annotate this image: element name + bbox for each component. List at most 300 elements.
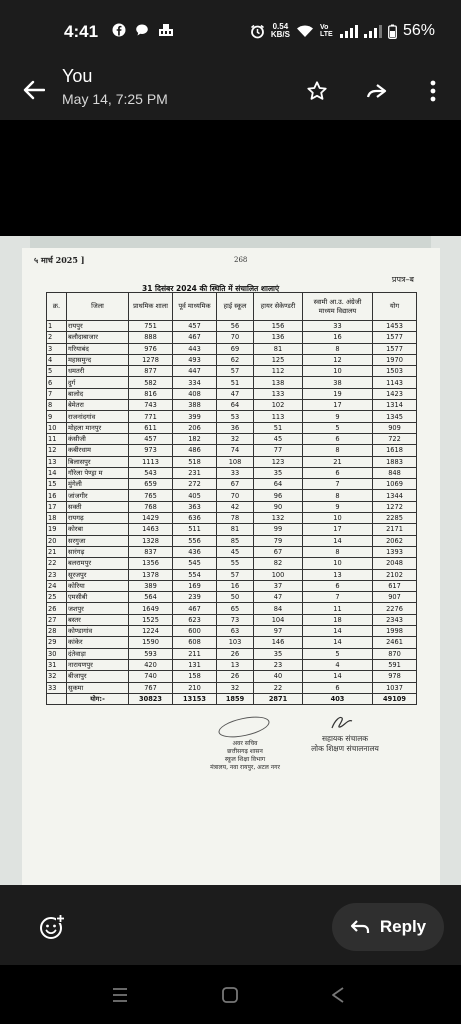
col-header: हायर सेकेण्डरी	[254, 293, 303, 321]
table-row	[47, 546, 417, 557]
table-cell: 74	[217, 445, 254, 456]
home-button[interactable]	[218, 983, 242, 1007]
table-cell: 28	[47, 626, 67, 637]
table-cell: 65	[217, 603, 254, 614]
table-cell: 99	[254, 524, 303, 535]
table-cell: 9	[47, 411, 67, 422]
signature-line: सह‍ायक संचालक	[321, 734, 369, 743]
table-cell: 132	[254, 513, 303, 524]
app-header	[0, 62, 461, 120]
table-cell: 15	[47, 479, 67, 490]
table-cell: 42	[217, 501, 254, 512]
form-reference: प्रपत्र–ब	[391, 275, 414, 284]
table-cell: 18	[303, 614, 373, 625]
table-cell: 1328	[129, 535, 173, 546]
table-cell: 518	[173, 456, 217, 467]
table-cell: 13	[47, 456, 67, 467]
table-cell: मुंगेली	[67, 479, 129, 490]
table-cell: 388	[173, 400, 217, 411]
add-reaction-button[interactable]	[36, 911, 68, 943]
table-cell: 37	[254, 580, 303, 591]
col-header: योग	[373, 293, 417, 321]
table-row	[47, 558, 417, 569]
table-cell: 38	[303, 377, 373, 388]
table-cell: 4	[47, 354, 67, 365]
table-cell: 611	[129, 422, 173, 433]
table-cell: 50	[217, 592, 254, 603]
table-cell: 17	[47, 501, 67, 512]
table-cell: 837	[129, 546, 173, 557]
table-cell: 1649	[129, 603, 173, 614]
table-cell: 19	[47, 524, 67, 535]
table-cell: 22	[47, 558, 67, 569]
table-cell: 67	[254, 546, 303, 557]
table-cell: 104	[254, 614, 303, 625]
table-cell: 334	[173, 377, 217, 388]
table-total-row	[47, 693, 417, 704]
table-cell: 888	[129, 332, 173, 343]
gazette-date: ५ मार्च 2025 ]	[34, 255, 85, 265]
table-cell: 8	[303, 490, 373, 501]
table-cell: 608	[173, 637, 217, 648]
col-header: स्वामी आ.उ. अंग्रेजी माध्यम विद्यालय	[303, 293, 373, 321]
table-cell: दंतेवाड़ा	[67, 648, 129, 659]
status-time: 4:41	[64, 22, 99, 41]
network-speed	[271, 23, 290, 39]
table-cell: 511	[173, 524, 217, 535]
table-cell: 45	[217, 546, 254, 557]
table-cell: 1577	[373, 332, 417, 343]
table-cell: 10	[303, 558, 373, 569]
table-total-cell: योग:-	[67, 693, 129, 704]
table-cell: 90	[254, 501, 303, 512]
table-cell: 82	[254, 558, 303, 569]
table-cell: 45	[254, 433, 303, 444]
handwritten-signature	[328, 714, 356, 732]
table-cell: 1345	[373, 411, 417, 422]
table-cell: 13	[303, 569, 373, 580]
table-cell: सारंगढ़	[67, 546, 129, 557]
table-cell: 231	[173, 467, 217, 478]
table-cell: 1113	[129, 456, 173, 467]
table-row	[47, 580, 417, 591]
signature-line: मंत्रालय, नवा रायपुर, अटल नगर	[210, 764, 280, 771]
notification-icons	[112, 23, 174, 37]
alarm-icon	[250, 24, 265, 39]
table-cell: 5	[303, 422, 373, 433]
table-row	[47, 332, 417, 343]
message-datetime: May 14, 7:25 PM	[62, 91, 168, 107]
table-cell: 1453	[373, 321, 417, 332]
table-cell: 2461	[373, 637, 417, 648]
table-cell: 1883	[373, 456, 417, 467]
recents-icon	[111, 987, 129, 1003]
table-cell: 12	[303, 354, 373, 365]
table-total-cell: 13153	[173, 693, 217, 704]
table-cell: 5	[47, 366, 67, 377]
table-row	[47, 377, 417, 388]
col-header: हाई स्कूल	[217, 293, 254, 321]
table-cell: 2171	[373, 524, 417, 535]
table-cell: 16	[303, 332, 373, 343]
table-cell: 1577	[373, 343, 417, 354]
table-cell: 740	[129, 671, 173, 682]
table-cell: 6	[303, 433, 373, 444]
table-cell: 131	[173, 659, 217, 670]
table-cell: कबीरधाम	[67, 445, 129, 456]
table-cell: 26	[217, 648, 254, 659]
table-cell: सक्ती	[67, 501, 129, 512]
table-cell: 765	[129, 490, 173, 501]
table-row	[47, 422, 417, 433]
speed-unit: KB/S	[270, 30, 290, 39]
table-row	[47, 524, 417, 535]
table-cell: 545	[173, 558, 217, 569]
facebook-icon	[112, 23, 126, 37]
status-bar	[0, 0, 461, 62]
table-cell: 768	[129, 501, 173, 512]
table-cell: 2276	[373, 603, 417, 614]
system-icons	[250, 22, 435, 40]
table-cell: 1463	[129, 524, 173, 535]
table-row	[47, 659, 417, 670]
table-cell: 182	[173, 433, 217, 444]
table-cell: 26	[217, 671, 254, 682]
table-cell: जशपुर	[67, 603, 129, 614]
table-cell: 1224	[129, 626, 173, 637]
table-cell: 63	[217, 626, 254, 637]
table-cell: 877	[129, 366, 173, 377]
table-cell: 57	[217, 366, 254, 377]
table-cell	[47, 693, 67, 704]
table-cell: कोरिया	[67, 580, 129, 591]
table-cell: 12	[47, 445, 67, 456]
table-cell: 53	[217, 411, 254, 422]
table-cell: 11	[303, 603, 373, 614]
chat-bubble-icon	[135, 23, 149, 37]
table-cell: 17	[303, 524, 373, 535]
table-cell: कोरबा	[67, 524, 129, 535]
table-cell: 6	[303, 580, 373, 591]
table-cell: 64	[217, 400, 254, 411]
table-cell: 62	[217, 354, 254, 365]
table-cell: 593	[129, 648, 173, 659]
media-viewer[interactable]	[0, 120, 461, 885]
table-row	[47, 535, 417, 546]
table-cell: 77	[254, 445, 303, 456]
table-cell: 600	[173, 626, 217, 637]
table-cell: महासमुन्द	[67, 354, 129, 365]
table-cell: 10	[303, 513, 373, 524]
table-cell: धमतरी	[67, 366, 129, 377]
table-row	[47, 411, 417, 422]
table-cell: 5	[303, 648, 373, 659]
table-row	[47, 490, 417, 501]
table-row	[47, 501, 417, 512]
table-cell: 722	[373, 433, 417, 444]
table-cell: 1525	[129, 614, 173, 625]
table-cell: 436	[173, 546, 217, 557]
table-cell: 32	[217, 433, 254, 444]
table-cell: 55	[217, 558, 254, 569]
reply-button[interactable]	[332, 903, 444, 951]
table-row	[47, 614, 417, 625]
table-cell: 405	[173, 490, 217, 501]
table-cell: 14	[303, 637, 373, 648]
reply-label: Reply	[379, 917, 427, 936]
table-cell: 103	[217, 637, 254, 648]
table-cell: 848	[373, 467, 417, 478]
table-cell: 35	[254, 467, 303, 478]
table-cell: 97	[254, 626, 303, 637]
table-cell: 24	[47, 580, 67, 591]
table-cell: बीजापुर	[67, 671, 129, 682]
table-cell: 751	[129, 321, 173, 332]
table-cell: 56	[217, 321, 254, 332]
table-cell: 9	[303, 411, 373, 422]
signal-icon-2	[364, 25, 382, 38]
table-cell: 1069	[373, 479, 417, 490]
table-cell: 210	[173, 682, 217, 693]
table-cell: जांजगीर	[67, 490, 129, 501]
table-cell: 70	[217, 490, 254, 501]
col-header: क्र.	[47, 293, 67, 321]
signature-right	[290, 734, 400, 754]
table-cell: 1618	[373, 445, 417, 456]
sender-name: You	[62, 66, 93, 86]
home-icon	[221, 986, 239, 1004]
table-cell: 32	[217, 682, 254, 693]
col-header: प्राथमिक शाला	[129, 293, 173, 321]
table-cell: 102	[254, 400, 303, 411]
table-cell: 1393	[373, 546, 417, 557]
table-cell: 1378	[129, 569, 173, 580]
table-cell: 636	[173, 513, 217, 524]
table-cell: 211	[173, 648, 217, 659]
table-cell: 399	[173, 411, 217, 422]
table-cell: 51	[217, 377, 254, 388]
table-cell: 108	[217, 456, 254, 467]
volte-label: Vo LTE	[319, 24, 333, 38]
more-options-button[interactable]	[416, 74, 450, 108]
table-row	[47, 648, 417, 659]
table-cell: 69	[217, 343, 254, 354]
table-cell: 2343	[373, 614, 417, 625]
signature-line: लोक शिक्षण संचालनालय	[311, 744, 379, 753]
table-cell: 617	[373, 580, 417, 591]
table-cell: 8	[303, 445, 373, 456]
table-row	[47, 637, 417, 648]
table-row	[47, 569, 417, 580]
table-cell: 3	[47, 343, 67, 354]
table-cell: 9	[303, 501, 373, 512]
table-cell: कोण्डागांव	[67, 626, 129, 637]
reply-arrow-icon	[350, 919, 370, 935]
table-cell: 81	[217, 524, 254, 535]
back-button[interactable]	[16, 72, 52, 108]
table-cell: 909	[373, 422, 417, 433]
table-cell: 136	[254, 332, 303, 343]
table-cell: 85	[217, 535, 254, 546]
table-cell: 2	[47, 332, 67, 343]
table-row	[47, 682, 417, 693]
table-cell: 47	[217, 388, 254, 399]
table-cell: 21	[47, 546, 67, 557]
table-cell: 978	[373, 671, 417, 682]
table-cell: बेमेतरा	[67, 400, 129, 411]
table-cell: 623	[173, 614, 217, 625]
signal-icon-1	[340, 25, 358, 38]
table-cell: 556	[173, 535, 217, 546]
table-cell: गौरेला पेण्ड्रा म	[67, 467, 129, 478]
table-cell: 78	[217, 513, 254, 524]
signature-line: अवर सचिव	[232, 740, 258, 747]
page-number: 268	[234, 256, 248, 264]
table-cell: 457	[173, 321, 217, 332]
table-cell: 16	[217, 580, 254, 591]
table-cell: 467	[173, 603, 217, 614]
stamp-mark	[217, 713, 272, 741]
table-cell: 31	[47, 659, 67, 670]
table-cell: 156	[254, 321, 303, 332]
wifi-icon	[296, 24, 314, 38]
table-cell: 6	[303, 467, 373, 478]
table-cell: 138	[254, 377, 303, 388]
news-icon	[158, 23, 174, 37]
signature-line: छत्तीसगढ़ शासन	[227, 748, 263, 755]
table-cell: 125	[254, 354, 303, 365]
table-cell: 870	[373, 648, 417, 659]
forward-arrows-icon	[364, 81, 390, 101]
table-cell: 40	[254, 671, 303, 682]
schools-table	[46, 292, 417, 705]
table-cell: 591	[373, 659, 417, 670]
table-cell: 8	[47, 400, 67, 411]
table-cell: 27	[47, 614, 67, 625]
table-row	[47, 513, 417, 524]
table-row	[47, 354, 417, 365]
more-vert-icon	[430, 80, 436, 102]
table-total-cell: 49109	[373, 693, 417, 704]
table-cell: 8	[303, 546, 373, 557]
system-navigation-bar	[0, 965, 461, 1024]
table-cell: 973	[129, 445, 173, 456]
table-cell: 64	[254, 479, 303, 490]
table-cell: 112	[254, 366, 303, 377]
table-row	[47, 343, 417, 354]
table-cell: 457	[129, 433, 173, 444]
table-cell: दुर्ग	[67, 377, 129, 388]
table-cell: 51	[254, 422, 303, 433]
table-cell: 10	[47, 422, 67, 433]
table-cell: 23	[254, 659, 303, 670]
table-cell: 7	[47, 388, 67, 399]
table-cell: 79	[254, 535, 303, 546]
table-cell: 29	[47, 637, 67, 648]
table-row	[47, 467, 417, 478]
table-row	[47, 456, 417, 467]
table-cell: 17	[303, 400, 373, 411]
table-cell: 239	[173, 592, 217, 603]
table-cell: कंसीजी	[67, 433, 129, 444]
table-cell: 14	[303, 626, 373, 637]
table-cell: 158	[173, 671, 217, 682]
table-cell: 123	[254, 456, 303, 467]
table-row	[47, 671, 417, 682]
table-row	[47, 445, 417, 456]
table-cell: 447	[173, 366, 217, 377]
table-cell: 14	[303, 671, 373, 682]
table-cell: 33	[217, 467, 254, 478]
back-nav-button[interactable]	[326, 983, 350, 1007]
document-image[interactable]	[0, 236, 461, 907]
table-cell: 13	[217, 659, 254, 670]
forward-button[interactable]	[360, 74, 394, 108]
table-cell: 21	[303, 456, 373, 467]
table-cell: एमसीबी	[67, 592, 129, 603]
recents-button[interactable]	[108, 983, 132, 1007]
table-cell: नारायणपुर	[67, 659, 129, 670]
table-cell: 57	[217, 569, 254, 580]
table-cell: बस्तर	[67, 614, 129, 625]
table-cell: 467	[173, 332, 217, 343]
table-cell: 1429	[129, 513, 173, 524]
table-cell: 206	[173, 422, 217, 433]
table-cell: 554	[173, 569, 217, 580]
table-cell: 19	[303, 388, 373, 399]
table-cell: 33	[47, 682, 67, 693]
battery-icon	[388, 24, 397, 39]
table-cell: 1590	[129, 637, 173, 648]
table-cell: 33	[303, 321, 373, 332]
table-cell: सुकमा	[67, 682, 129, 693]
table-cell: बालोद	[67, 388, 129, 399]
table-cell: 7	[303, 479, 373, 490]
table-cell: बलौदाबाजार	[67, 332, 129, 343]
table-cell: 1	[47, 321, 67, 332]
table-cell: 10	[303, 366, 373, 377]
table-cell: 2048	[373, 558, 417, 569]
star-button[interactable]	[300, 74, 334, 108]
star-icon	[306, 80, 328, 102]
table-cell: 1356	[129, 558, 173, 569]
table-title: 31 दिसंबर 2024 की स्थिति में संचालित शालाएं	[142, 284, 280, 293]
table-row	[47, 626, 417, 637]
table-cell: 408	[173, 388, 217, 399]
table-cell: 816	[129, 388, 173, 399]
table-cell: 6	[303, 682, 373, 693]
arrow-left-icon	[23, 80, 45, 100]
table-cell: रायपुर	[67, 321, 129, 332]
table-cell: 743	[129, 400, 173, 411]
table-cell: 2285	[373, 513, 417, 524]
table-total-cell: 30823	[129, 693, 173, 704]
battery-percent: 56%	[402, 22, 435, 39]
table-row	[47, 603, 417, 614]
table-cell: 1423	[373, 388, 417, 399]
table-cell: 47	[254, 592, 303, 603]
table-cell: 907	[373, 592, 417, 603]
table-cell: सरगुजा	[67, 535, 129, 546]
table-cell: 11	[47, 433, 67, 444]
signature-line: स्कूल शिक्षा विभाग	[224, 756, 266, 763]
table-cell: 96	[254, 490, 303, 501]
back-triangle-icon	[330, 986, 346, 1004]
table-cell: 272	[173, 479, 217, 490]
table-row	[47, 433, 417, 444]
table-cell: 976	[129, 343, 173, 354]
table-cell: 1998	[373, 626, 417, 637]
